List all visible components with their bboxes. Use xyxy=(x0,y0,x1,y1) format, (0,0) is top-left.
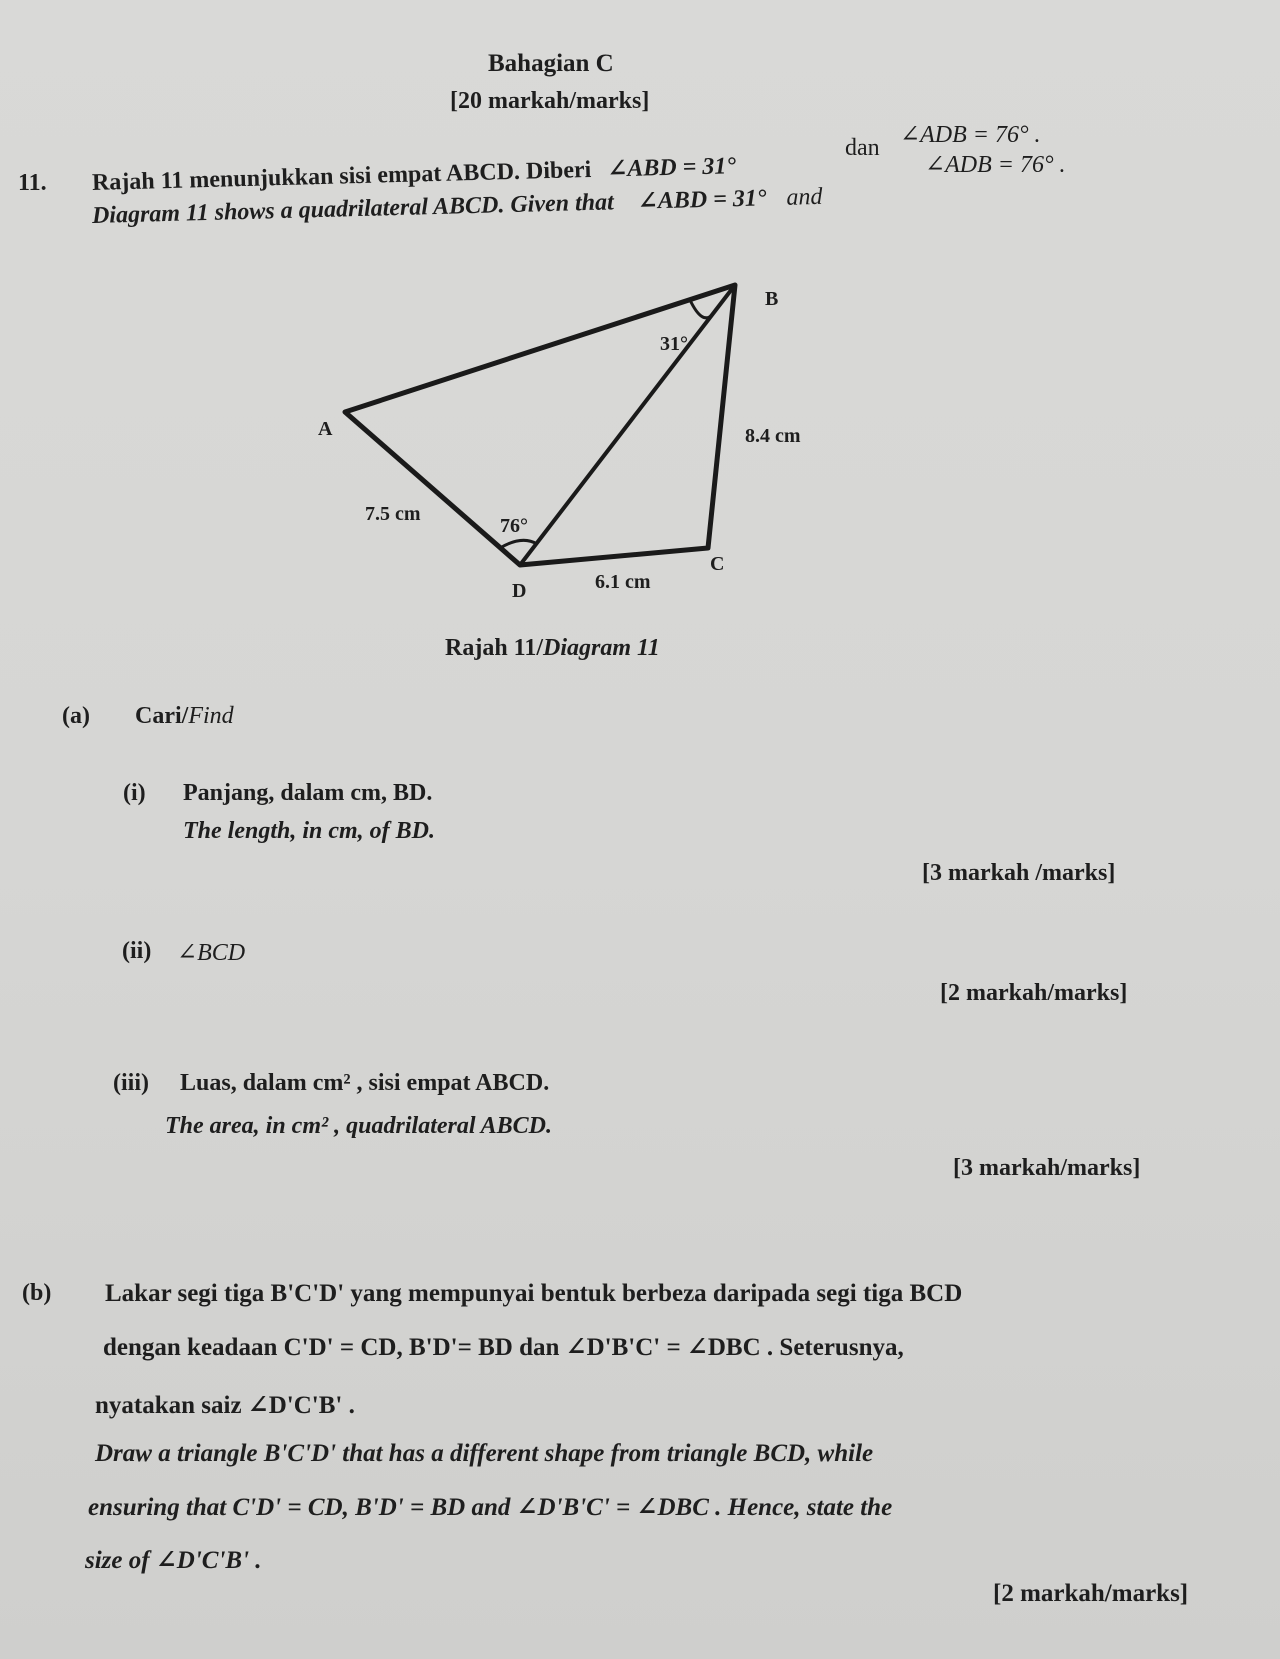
english-conj: and xyxy=(786,183,823,211)
part-a-i-label: (i) xyxy=(123,780,146,806)
part-b-malay-3: nyatakan saiz ∠D'C'B' . xyxy=(95,1392,355,1419)
vertex-c: C xyxy=(710,553,725,575)
malay-text: Rajah 11 menunjukkan sisi empat ABCD. Diberi xyxy=(91,156,592,196)
part-b-malay-2: dengan keadaan C'D' = CD, B'D'= BD dan ∠D'B'C' = ∠DBC . Seterusnya, xyxy=(103,1334,904,1361)
malay-conj: dan xyxy=(845,135,880,161)
part-a-title-malay: Cari/ xyxy=(135,703,189,729)
part-a-iii-marks: [3 markah/marks] xyxy=(953,1155,1141,1181)
part-a-ii-label: (ii) xyxy=(122,938,152,964)
english-angle-adb: ∠ADB = 76° . xyxy=(925,152,1066,178)
question-number: 11. xyxy=(18,170,47,196)
angle-label-d: 76° xyxy=(500,515,528,537)
malay-angle-abd: ∠ABD = 31° xyxy=(606,153,737,183)
side-dc-label: 6.1 cm xyxy=(595,571,651,593)
part-a-iii-malay: Luas, dalam cm² , sisi empat ABCD. xyxy=(180,1070,550,1096)
caption-english: Diagram 11 xyxy=(543,635,660,661)
vertex-a: A xyxy=(318,418,333,440)
angle-label-b: 31° xyxy=(660,333,688,355)
caption-malay: Rajah 11/ xyxy=(445,635,544,661)
section-title: Bahagian C xyxy=(488,50,614,77)
part-a-label: (a) xyxy=(62,703,90,729)
part-a-i-english: The length, in cm, of BD. xyxy=(183,818,436,844)
part-a-ii-text: ∠BCD xyxy=(177,940,246,966)
part-a-title xyxy=(135,703,234,730)
vertex-b: B xyxy=(765,288,779,310)
angle-arc-b xyxy=(690,300,712,318)
part-a-i-malay: Panjang, dalam cm, BD. xyxy=(183,780,433,806)
part-a-title-english: Find xyxy=(188,703,234,729)
malay-angle-adb: ∠ADB = 76° . xyxy=(900,122,1041,148)
part-b-english-1: Draw a triangle B'C'D' that has a different shape from triangle BCD, while xyxy=(95,1440,874,1467)
part-a-iii-english: The area, in cm² , quadrilateral ABCD. xyxy=(165,1113,552,1139)
section-marks: [20 markah/marks] xyxy=(450,88,650,114)
quadrilateral-diagram xyxy=(0,0,1280,700)
side-bc-label: 8.4 cm xyxy=(745,425,801,447)
part-b-english-2: ensuring that C'D' = CD, B'D' = BD and ∠D'B'C' = ∠DBC . Hence, state the xyxy=(88,1494,893,1521)
part-b-english-3: size of ∠D'C'B' . xyxy=(85,1547,262,1574)
vertex-d: D xyxy=(512,580,527,602)
english-text: Diagram 11 shows a quadrilateral ABCD. Given that xyxy=(91,189,615,229)
diagonal-bd xyxy=(520,285,735,565)
diagram-caption xyxy=(445,635,660,662)
part-a-iii-label: (iii) xyxy=(113,1070,149,1096)
part-b-malay-1: Lakar segi tiga B'C'D' yang mempunyai bentuk berbeza daripada segi tiga BCD xyxy=(105,1280,963,1307)
part-a-i-marks: [3 markah /marks] xyxy=(922,860,1116,886)
part-a-ii-marks: [2 markah/marks] xyxy=(940,980,1128,1006)
english-angle-abd: ∠ABD = 31° xyxy=(637,185,767,215)
part-b-label: (b) xyxy=(22,1280,52,1306)
part-b-marks: [2 markah/marks] xyxy=(993,1580,1189,1607)
side-ad-label: 7.5 cm xyxy=(365,503,421,525)
